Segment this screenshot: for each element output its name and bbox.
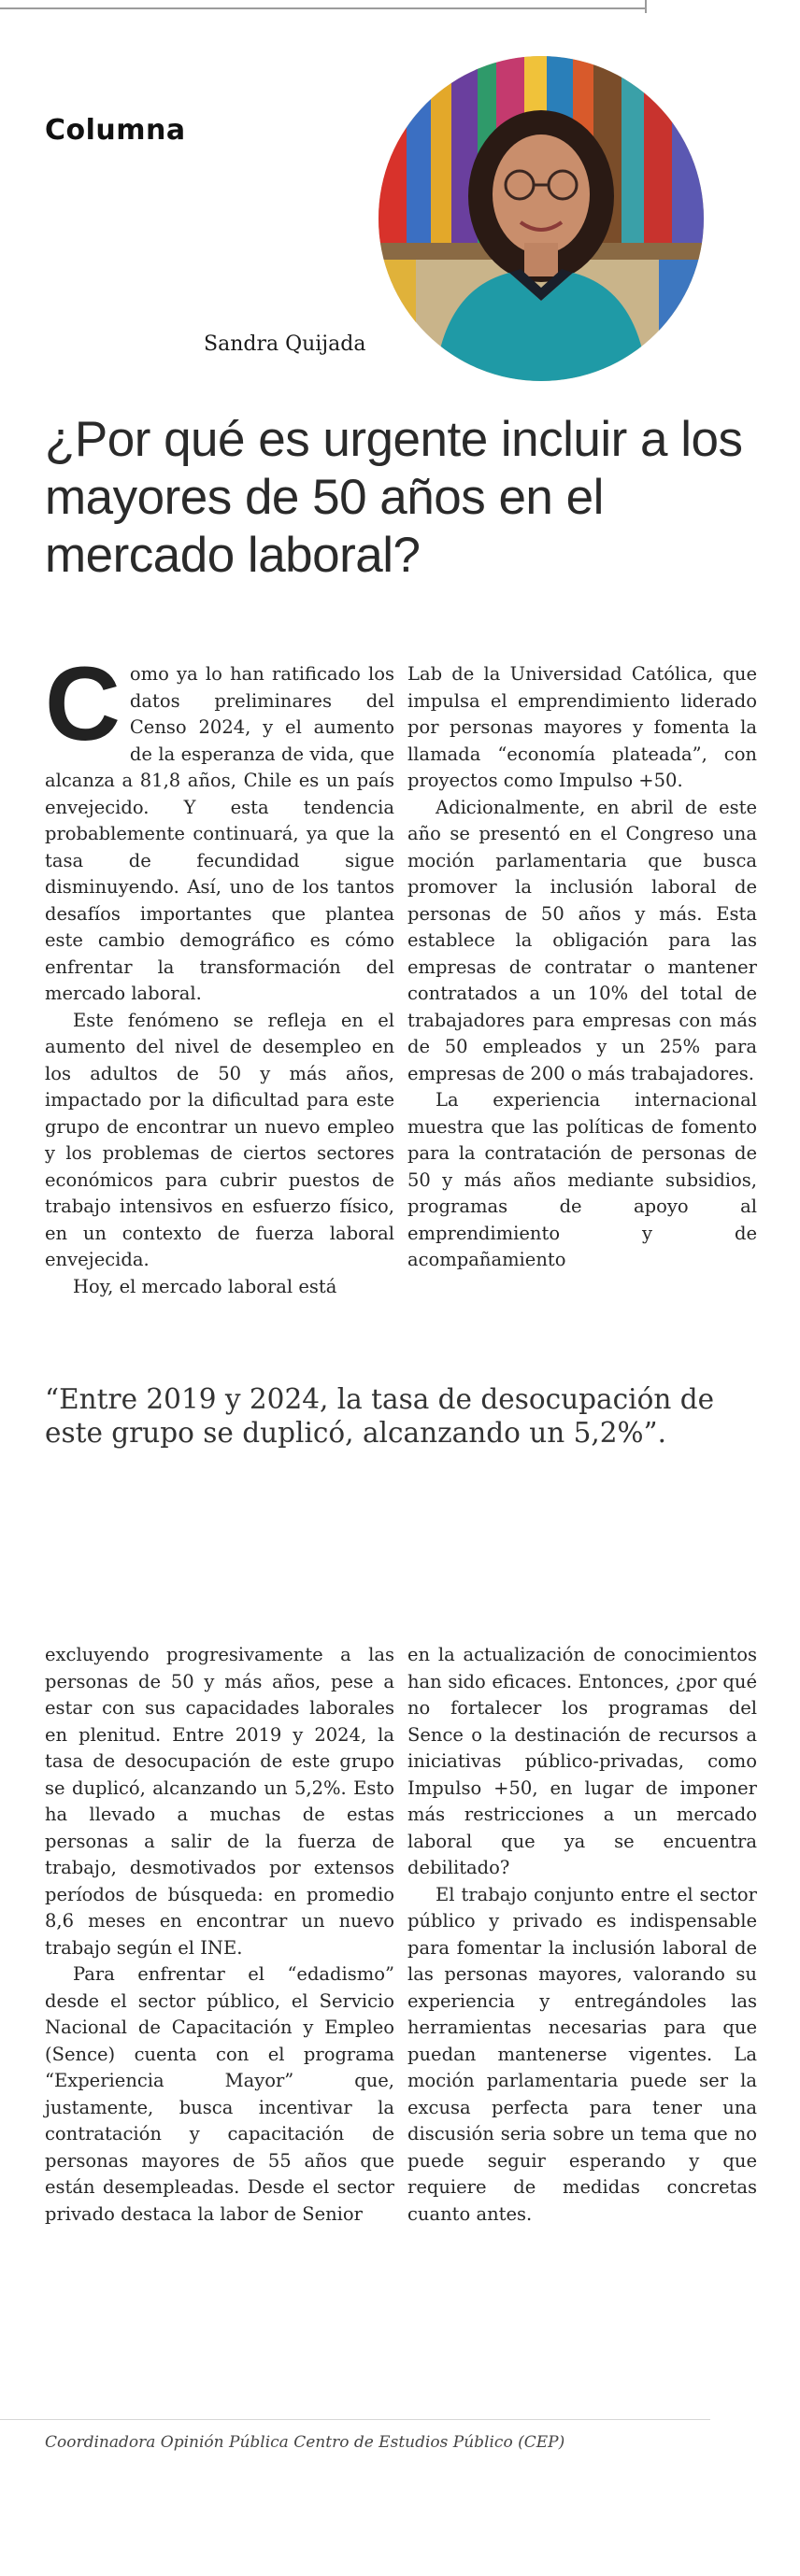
paragraph: Adicionalmente, en abril de este año se presentó en el Congreso una moción parlamentaria que busca promover la inclusión laboral de personas de 50 años y más. Esta establece la obligación para las empresas de contratar o mantener contratados a un 10% del total de trabajadores para empresas con más de 50 empleados y un 25% para empresas de 200 o más trabajadores. bbox=[407, 796, 757, 1084]
paragraph: Lab de la Universidad Católica, que impulsa el emprendimiento liderado por personas mayores y fomenta la llamada “economía plateada”, con proyectos como Impulso +50. bbox=[407, 663, 757, 791]
drop-cap: C bbox=[45, 645, 121, 762]
paragraph: en la actualización de conocimientos han sido eficaces. Entonces, ¿por qué no fortalecer los programas del Sence o la destinación de recursos a iniciativas público-privadas, como Impulso +50, en lugar de imponer más restricciones a un mercado laboral que ya se encuentra debilitado? bbox=[407, 1644, 757, 1878]
pull-quote: “Entre 2019 y 2024, la tasa de desocupación de este grupo se duplicó, alcanzando un 5,2%”. bbox=[45, 1383, 715, 1449]
article-column-1 bbox=[45, 645, 394, 1297]
footer-rule bbox=[0, 2419, 710, 2420]
paragraph: Este fenómeno se refleja en el aumento del nivel de desempleo en los adultos de 50 y más años, impactado por la dificultad para este grupo de encontrar un nuevo empleo y los problemas de ciertos sectores económicos para cubrir puestos de trabajo intensivos en esfuerzo físico, en un contexto de fuerza laboral envejecida. bbox=[45, 1009, 394, 1270]
section-label: Columna bbox=[45, 114, 186, 147]
paragraph: excluyendo progresivamente a las personas de 50 y más años, pese a estar con sus capacidades laborales en plenitud. Entre 2019 y 2024, la tasa de desocupación de este grupo se duplicó, alcanzando un 5,2%. Esto ha llevado a muchas de estas personas a salir de la fuerza de trabajo, desmotivados por extensos períodos de búsqueda: en promedio 8,6 meses en encontrar un nuevo trabajo según el INE. bbox=[45, 1644, 394, 1959]
paragraph: La experiencia internacional muestra que las políticas de fomento para la contratación de personas de 50 y más años mediante subsidios, programas de apoyo al emprendimiento y de acompañamiento bbox=[407, 1089, 757, 1270]
top-rule bbox=[0, 7, 645, 9]
author-portrait-image bbox=[379, 56, 704, 381]
author-affiliation: Coordinadora Opinión Pública Centro de Estudios Público (CEP) bbox=[45, 2433, 565, 2452]
paragraph: El trabajo conjunto entre el sector público y privado es indispensable para fomentar la inclusión laboral de las personas mayores, valorando su experiencia y entregándoles las herramientas necesarias para que puedan mantenerse vigentes. La moción parlamentaria puede ser la excusa perfecta para tener una discusión seria sobre un tema que no puede seguir esperando y que requiere de medidas concretas cuanto antes. bbox=[407, 1883, 757, 2225]
article-column-2 bbox=[407, 661, 757, 1270]
article-column-3 bbox=[45, 1642, 394, 2391]
top-rule-corner bbox=[645, 0, 647, 13]
paragraph: Hoy, el mercado laboral está bbox=[73, 1275, 337, 1297]
author-name: Sandra Quijada bbox=[204, 333, 366, 356]
author-photo bbox=[379, 56, 704, 381]
article-headline: ¿Por qué es urgente incluir a los mayores de 50 años en el mercado laboral? bbox=[45, 412, 743, 583]
article-column-4 bbox=[407, 1642, 757, 2391]
paragraph: Para enfrentar el “edadismo” desde el sector público, el Servicio Nacional de Capacitación y Empleo (Sence) cuenta con el programa “Experiencia Mayor” que, justamente, busca incentivar la contratación y capacitación de personas mayores de 55 años que están desempleadas. Desde el sector privado destaca la labor de Senior bbox=[45, 1963, 394, 2225]
paragraph bbox=[45, 645, 394, 1008]
paragraph-text: omo ya lo han ratificado los datos preliminares del Censo 2024, y el aumento de la esperanza de vida, que alcanza a 81,8 años, Chile es un país envejecido. Y esta tendencia probablemente continuará, ya que la tasa de fecundidad sigue disminuyendo. Así, uno de los tantos desafíos importantes que plantea este cambio demográfico es cómo enfrentar la transformación del mercado laboral. bbox=[45, 663, 394, 1004]
